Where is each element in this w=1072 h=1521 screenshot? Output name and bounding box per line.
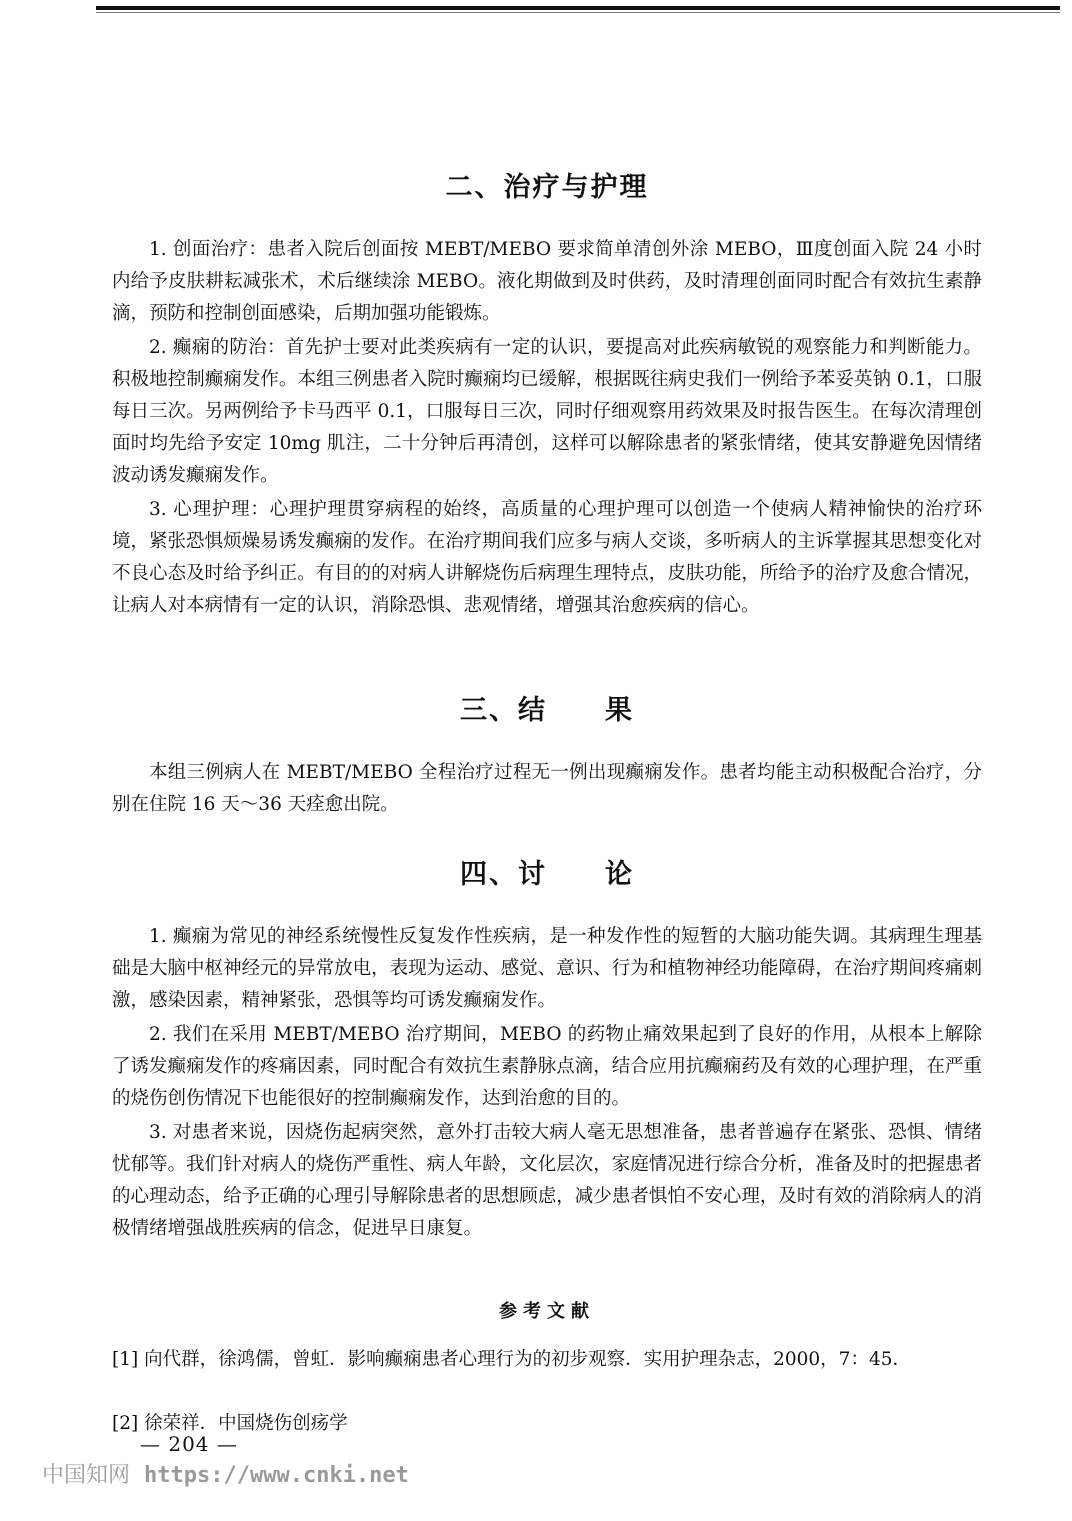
paragraph-discussion-1: 1. 癫痫为常见的神经系统慢性反复发作性疾病，是一种发作性的短暂的大脑功能失调。其病理生理基础是大脑中枢神经元的异常放电，表现为运动、感觉、意识、行为和植物神经功能障碍，在治疗期间疼痛刺激，感染因素，精神紧张，恐惧等均可诱发癫痫发作。: [112, 926, 982, 1011]
section-heading-discussion: 四、讨 论: [460, 859, 634, 890]
reference-item: [1] 向代群，徐鸿儒，曾虹．影响癫痫患者心理行为的初步观察．实用护理杂志，2000，7：45．: [112, 1349, 911, 1370]
reference-item: [2] 徐荣祥．中国烧伤创疡学: [112, 1413, 348, 1434]
paragraph-discussion-3: 3. 对患者来说，因烧伤起病突然，意外打击较大病人毫无思想准备，患者普遍存在紧张、恐惧、情绪忧郁等。我们针对病人的烧伤严重性、病人年龄，文化层次，家庭情况进行综合分析，准备及时的把握患者的心理动态，给予正确的心理引导解除患者的思想顾虑，减少患者惧怕不安心理，及时有效的消除病人的消极情绪增强战胜疾病的信念，促进早日康复。: [112, 1122, 982, 1239]
references-title: 参考文献: [499, 1301, 595, 1322]
watermark-site-name: 中国知网: [42, 1463, 131, 1488]
paragraph-wound-treatment: 1. 创面治疗：患者入院后创面按 MEBT/MEBO 要求简单清创外涂 MEBO，Ⅲ度创面入院 24 小时内给予皮肤耕耘减张术，术后继续涂 MEBO。液化期做到及时供药，及时清理创面同时配合有效抗生素静滴，预防和控制创面感染，后期加强功能锻炼。: [112, 239, 982, 324]
section-heading-results: 三、结 果: [460, 695, 634, 726]
section-heading-treatment: 二、治疗与护理: [445, 172, 649, 203]
paragraph-psychological-care: 3. 心理护理：心理护理贯穿病程的始终，高质量的心理护理可以创造一个使病人精神愉快的治疗环境，紧张恐惧烦燥易诱发癫痫的发作。在治疗期间我们应多与病人交谈，多听病人的主诉掌握其思想变化对不良心态及时给予纠正。有目的的对病人讲解烧伤后病理生理特点，皮肤功能，所给予的治疗及愈合情况，让病人对本病情有一定的认识，消除恐惧、悲观情绪，增强其治愈疾病的信心。: [112, 499, 982, 616]
paragraph-results: 本组三例病人在 MEBT/MEBO 全程治疗过程无一例出现癫痫发作。患者均能主动积极配合治疗，分别在住院 16 天～36 天痊愈出院。: [112, 762, 982, 815]
watermark-url: https://www.cnki.net: [144, 1463, 409, 1488]
paragraph-epilepsy-prevention: 2. 癫痫的防治：首先护士要对此类疾病有一定的认识，要提高对此疾病敏锐的观察能力和判断能力。积极地控制癫痫发作。本组三例患者入院时癫痫均已缓解，根据既往病史我们一例给予苯妥英钠 0.1，口服每日三次。另两例给予卡马西平 0.1，口服每日三次，同时仔细观察用药效果及时报告医生。在每次清理创面时均先给予安定 10mg 肌注，二十分钟后再清创，这样可以解除患者的紧张情绪，使其安静避免因情绪波动诱发癫痫发作。: [112, 337, 982, 486]
header-rule: [96, 6, 1060, 10]
header-rule-shadow: [96, 12, 1060, 13]
paragraph-discussion-2: 2. 我们在采用 MEBT/MEBO 治疗期间，MEBO 的药物止痛效果起到了良好的作用，从根本上解除了诱发癫痫发作的疼痛因素，同时配合有效抗生素静脉点滴，结合应用抗癫痫药及有效的心理护理，在严重的烧伤创伤情况下也能很好的控制癫痫发作，达到治愈的目的。: [112, 1024, 982, 1109]
cnki-watermark: [42, 1458, 409, 1489]
page-number: — 204 —: [140, 1432, 238, 1456]
